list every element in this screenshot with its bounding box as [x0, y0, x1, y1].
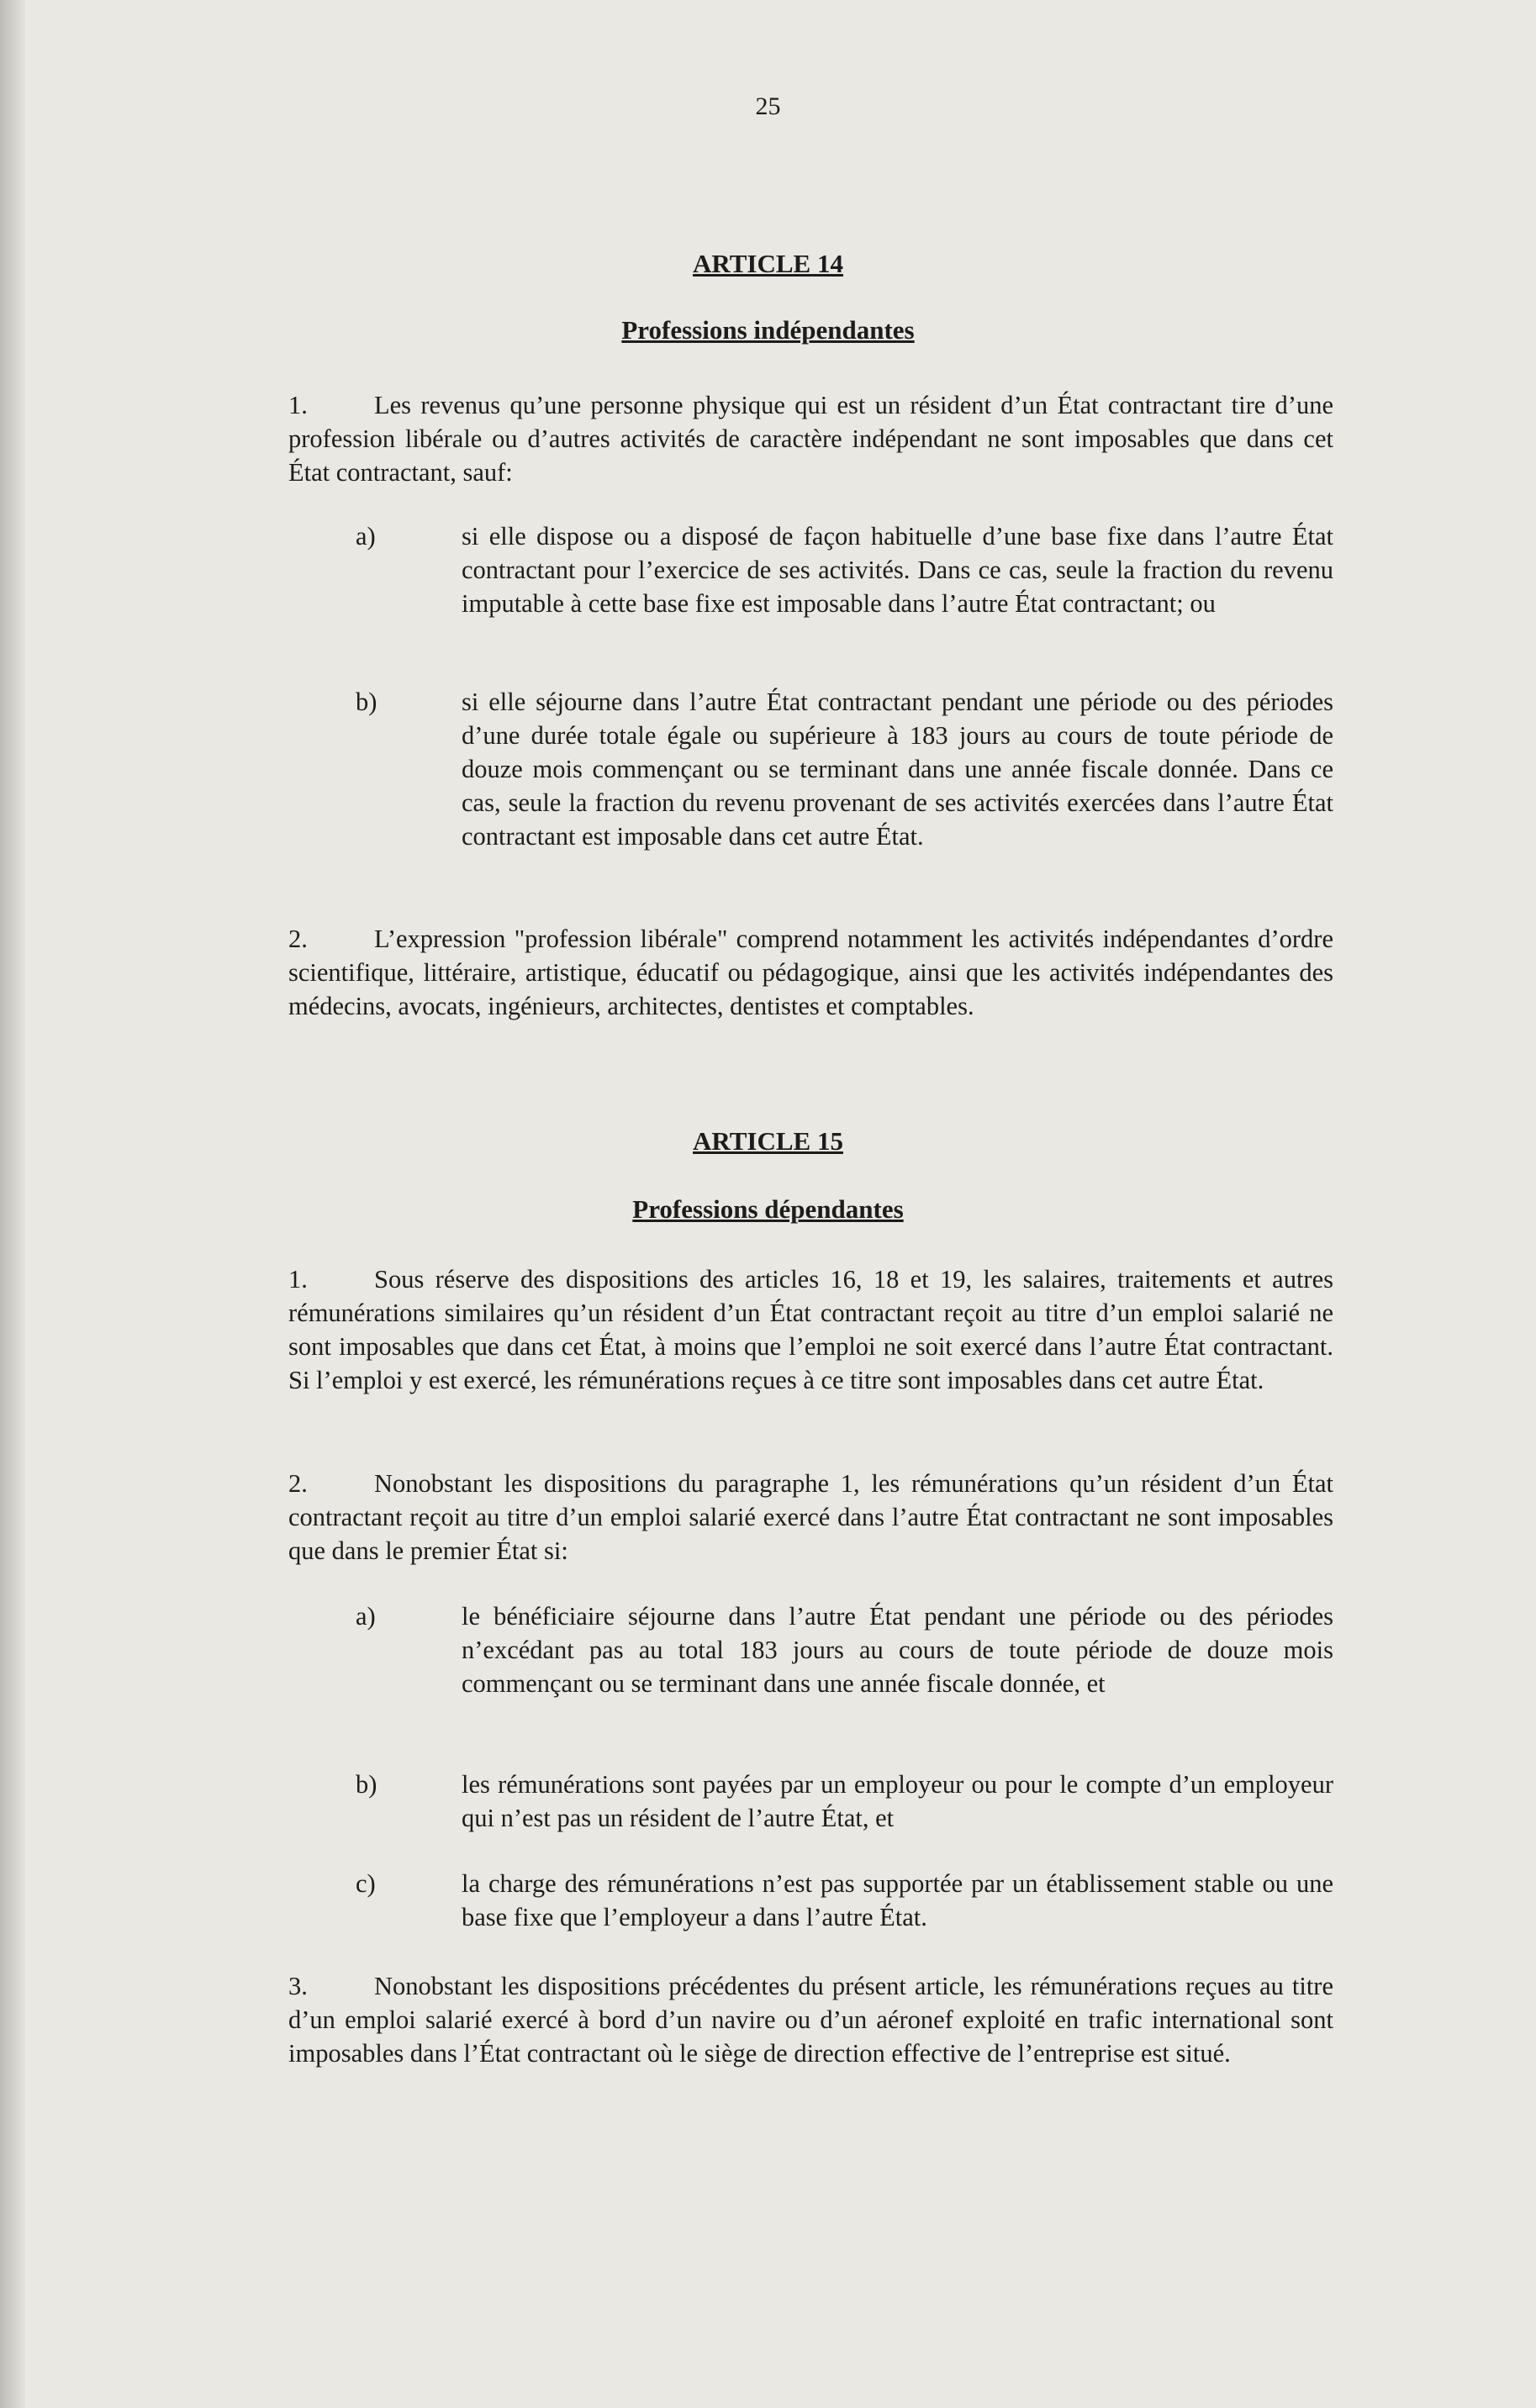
article-14-item-b	[356, 685, 1333, 853]
paragraph-text: Sous réserve des dispositions des articles 16, 18 et 19, les salaires, traitements et autres rémunérations similaires qu’un résident d’un État contractant reçoit au titre d’un emploi salarié ne sont imposables que dans cet État, à moins que l’emploi ne soit exercé dans l’autre État contractant. Si l’emploi y est exercé, les rémunérations reçues à ce titre sont imposables dans cet autre État.	[288, 1265, 1333, 1394]
item-letter: a)	[356, 522, 376, 551]
paragraph-number: 1.	[288, 1265, 308, 1294]
paragraph-text: Nonobstant les dispositions du paragraphe 1, les rémunérations qu’un résident d’un État contractant reçoit au titre d’un emploi salarié exercé dans l’autre État contractant ne sont imposables que dans le premier État si:	[288, 1469, 1333, 1565]
article-15-paragraph-1	[288, 1262, 1333, 1397]
paragraph-number: 2.	[288, 1469, 308, 1498]
paragraph-number: 3.	[288, 1972, 308, 2000]
item-text: si elle séjourne dans l’autre État contractant pendant une période ou des périodes d’une durée totale égale ou supérieure à 183 jours au cours de toute période de douze mois commençant ou se terminant dans une année fiscale donnée. Dans ce cas, seule la fraction du revenu provenant de ses activités exercées dans l’autre État contractant est imposable dans cet autre État.	[462, 688, 1333, 851]
item-letter: c)	[356, 1869, 376, 1898]
article-15-paragraph-2	[288, 1467, 1333, 1568]
paragraph-text: Nonobstant les dispositions précédentes du présent article, les rémunérations reçues au titre d’un emploi salarié exercé à bord d’un navire ou d’un aéronef exploité en trafic international sont imposables dans l’État contractant où le siège de direction effective de l’entreprise est situé.	[288, 1972, 1333, 2068]
item-text: les rémunérations sont payées par un employeur ou pour le compte d’un employeur qui n’est pas un résident de l’autre État, et	[462, 1770, 1333, 1832]
page-number: 25	[755, 92, 781, 120]
item-text: le bénéficiaire séjourne dans l’autre État pendant une période ou des périodes n’excédant pas au total 183 jours au cours de toute période de douze mois commençant ou se terminant dans une année fiscale donnée, et	[462, 1602, 1333, 1698]
item-letter: b)	[356, 1770, 377, 1799]
article-14-paragraph-1	[288, 388, 1333, 489]
article-14-paragraph-2	[288, 922, 1333, 1023]
article-15-title: ARTICLE 15	[693, 1126, 843, 1156]
article-15-item-b	[356, 1768, 1333, 1835]
paragraph-text: L’expression "profession libérale" comprend notamment les activités indépendantes d’ordre scientifique, littéraire, artistique, éducatif ou pédagogique, ainsi que les activités indépendantes des médecins, avocats, ingénieurs, architectes, dentistes et comptables.	[288, 925, 1333, 1020]
article-15-paragraph-3	[288, 1969, 1333, 2070]
article-15-item-a	[356, 1599, 1333, 1700]
paragraph-text: Les revenus qu’une personne physique qui est un résident d’un État contractant tire d’une profession libérale ou d’autres activités de caractère indépendant ne sont imposables que dans cet État contractant, sauf:	[288, 391, 1333, 487]
item-letter: b)	[356, 688, 377, 716]
article-15-item-c	[356, 1867, 1333, 1934]
article-14-item-a	[356, 519, 1333, 620]
item-letter: a)	[356, 1602, 376, 1631]
paragraph-number: 1.	[288, 391, 308, 419]
article-14-title: ARTICLE 14	[693, 249, 843, 278]
item-text: si elle dispose ou a disposé de façon habituelle d’une base fixe dans l’autre État contractant pour l’exercice de ses activités. Dans ce cas, seule la fraction du revenu imputable à cette base fixe est imposable dans l’autre État contractant; ou	[462, 522, 1333, 618]
article-14-subtitle: Professions indépendantes	[621, 315, 915, 345]
paragraph-number: 2.	[288, 925, 308, 953]
article-15-subtitle: Professions dépendantes	[632, 1194, 904, 1224]
item-text: la charge des rémunérations n’est pas supportée par un établissement stable ou une base fixe que l’employeur a dans l’autre État.	[462, 1869, 1333, 1931]
